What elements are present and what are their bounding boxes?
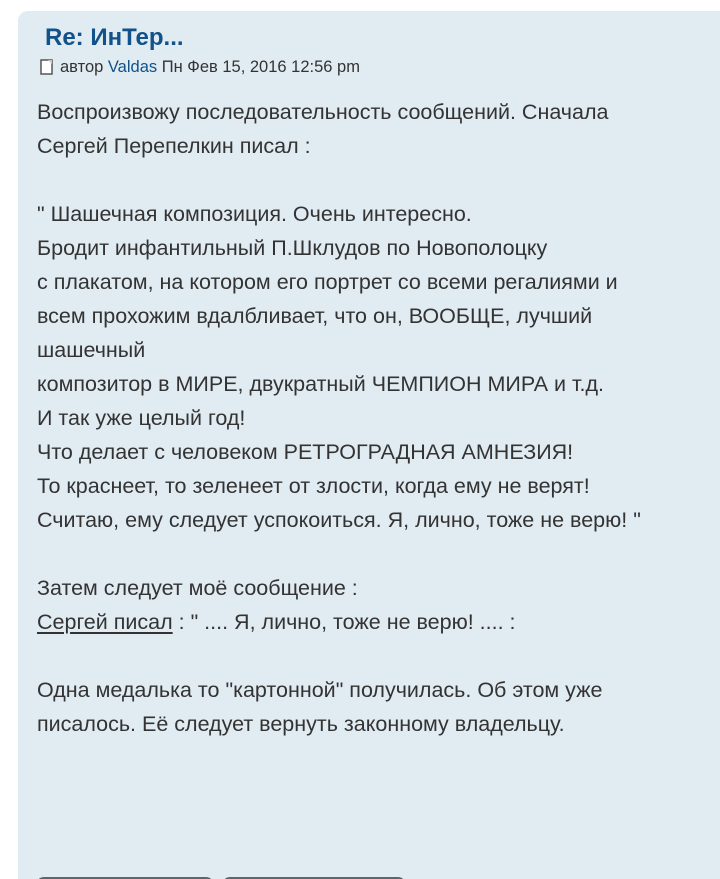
content-line: Воспроизвожу последовательность сообщений. Сначала bbox=[37, 100, 609, 124]
content-line: писалось. Её следует вернуть законному владельцу. bbox=[37, 712, 565, 736]
quote-line: шашечный bbox=[37, 338, 146, 362]
content-line: Сергей Перепелкин писал : bbox=[37, 134, 311, 158]
line-break bbox=[37, 537, 712, 571]
line-break bbox=[37, 163, 712, 197]
quote-line: То краснеет, то зеленеет от злости, когда ему не верят! bbox=[37, 474, 590, 498]
post-content bbox=[37, 95, 712, 741]
post-page-icon[interactable] bbox=[40, 58, 54, 76]
post-title[interactable]: Re: ИнТер... bbox=[45, 24, 184, 51]
post-author-line bbox=[40, 56, 360, 78]
author-name[interactable]: Valdas bbox=[107, 58, 158, 76]
post-date: Пн Фев 15, 2016 12:56 pm bbox=[161, 58, 360, 76]
quote-line: И так уже целый год! bbox=[37, 406, 246, 430]
citation-line bbox=[37, 605, 712, 639]
quote-line: Считаю, ему следует успокоиться. Я, лично, тоже не верю! " bbox=[37, 508, 641, 532]
author-prefix: автор bbox=[60, 58, 104, 76]
quote-line: Бродит инфантильный П.Шклудов по Новополоцку bbox=[37, 236, 548, 260]
quote-line: с плакатом, на котором его портрет со всеми регалиями и bbox=[37, 270, 618, 294]
quote-line: Что делает с человеком РЕТРОГРАДНАЯ АМНЕЗИЯ! bbox=[37, 440, 574, 464]
quote-line: " Шашечная композиция. Очень интересно. bbox=[37, 202, 472, 226]
line-break bbox=[37, 639, 712, 673]
citation-text: : " .... Я, лично, тоже не верю! .... : bbox=[172, 610, 516, 634]
quote-line: всем прохожим вдалбливает, что он, ВООБЩЕ, лучший bbox=[37, 304, 593, 328]
content-line: Затем следует моё сообщение : bbox=[37, 576, 358, 600]
forum-post bbox=[18, 11, 720, 879]
citation-link[interactable]: Сергей писал bbox=[37, 610, 173, 634]
content-line: Одна медалька то "картонной" получилась. Об этом уже bbox=[37, 678, 603, 702]
quote-line: композитор в МИРЕ, двукратный ЧЕМПИОН МИРА и т.д. bbox=[37, 372, 604, 396]
